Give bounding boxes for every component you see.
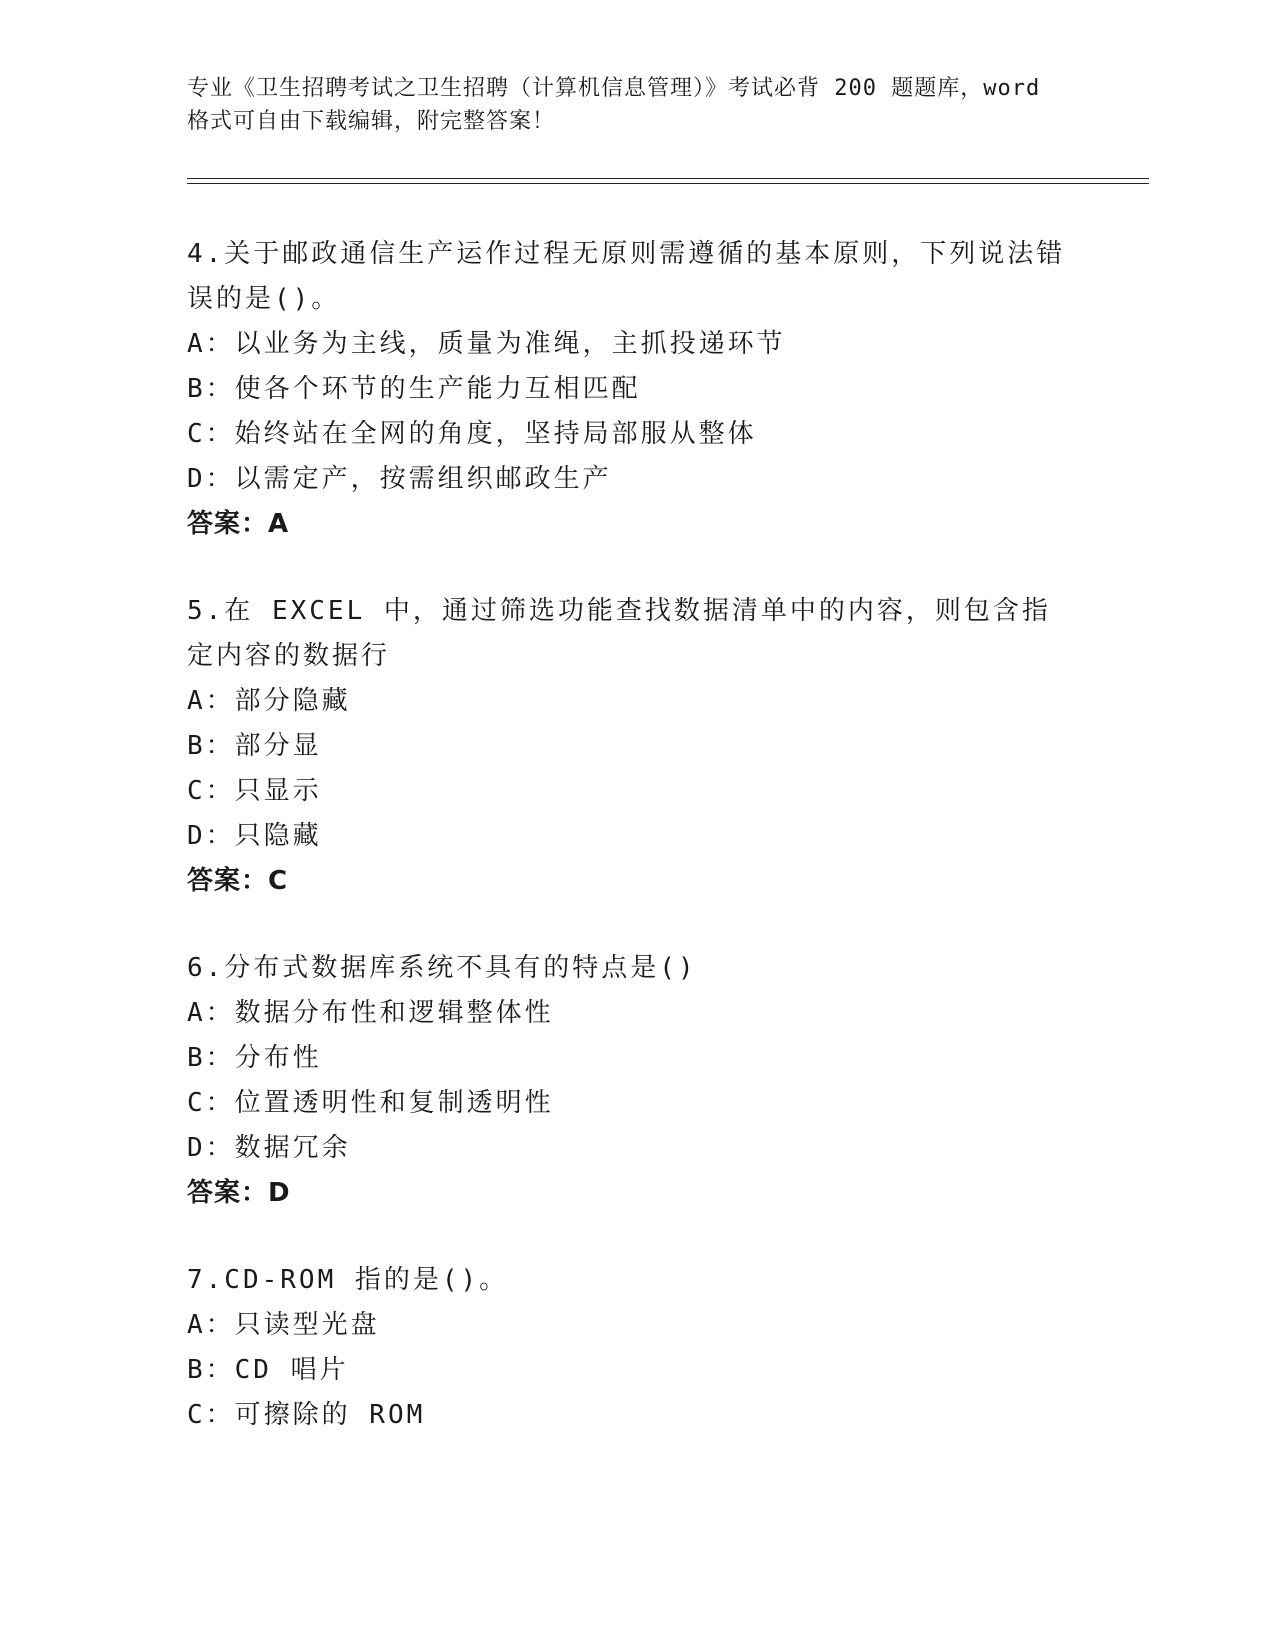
option-c: C：只显示 (187, 776, 322, 806)
answer-line: 答案：C (187, 866, 289, 896)
question-list (187, 232, 1087, 1480)
option-d: D：以需定产，按需组织邮政生产 (187, 464, 612, 494)
answer-line: 答案：D (187, 1178, 291, 1208)
option-a: A：以业务为主线，质量为准绳，主抓投递环节 (187, 329, 786, 359)
question-stem: 6.分布式数据库系统不具有的特点是() (187, 953, 697, 983)
question-stem: 7.CD-ROM 指的是()。 (187, 1265, 509, 1295)
header-line-2: 格式可自由下载编辑，附完整答案！ (187, 109, 556, 134)
header-line-1: 专业《卫生招聘考试之卫生招聘（计算机信息管理）》考试必背 200 题题库，word (187, 76, 1041, 101)
question-5 (187, 589, 1087, 904)
question-4 (187, 232, 1087, 547)
header-divider-top (187, 178, 1149, 179)
option-d: D：数据冗余 (187, 1133, 351, 1163)
option-a: A：部分隐藏 (187, 686, 351, 716)
option-c: C：位置透明性和复制透明性 (187, 1088, 554, 1118)
question-6 (187, 946, 1087, 1216)
option-a: A：只读型光盘 (187, 1310, 380, 1340)
option-c: C：始终站在全网的角度，坚持局部服从整体 (187, 419, 757, 449)
question-stem: 5.在 EXCEL 中，通过筛选功能查找数据清单中的内容，则包含指定内容的数据行 (187, 596, 1051, 671)
option-c: C：可擦除的 ROM (187, 1400, 426, 1430)
question-stem: 4.关于邮政通信生产运作过程无原则需遵循的基本原则，下列说法错误的是()。 (187, 239, 1066, 314)
document-header (187, 72, 1107, 138)
question-7 (187, 1258, 1087, 1438)
answer-line: 答案：A (187, 509, 290, 539)
header-divider-bottom (187, 183, 1149, 184)
option-b: B：CD 唱片 (187, 1355, 349, 1385)
option-b: B：分布性 (187, 1043, 322, 1073)
option-b: B：部分显 (187, 731, 322, 761)
option-a: A：数据分布性和逻辑整体性 (187, 998, 554, 1028)
option-d: D：只隐藏 (187, 821, 322, 851)
option-b: B：使各个环节的生产能力互相匹配 (187, 374, 641, 404)
